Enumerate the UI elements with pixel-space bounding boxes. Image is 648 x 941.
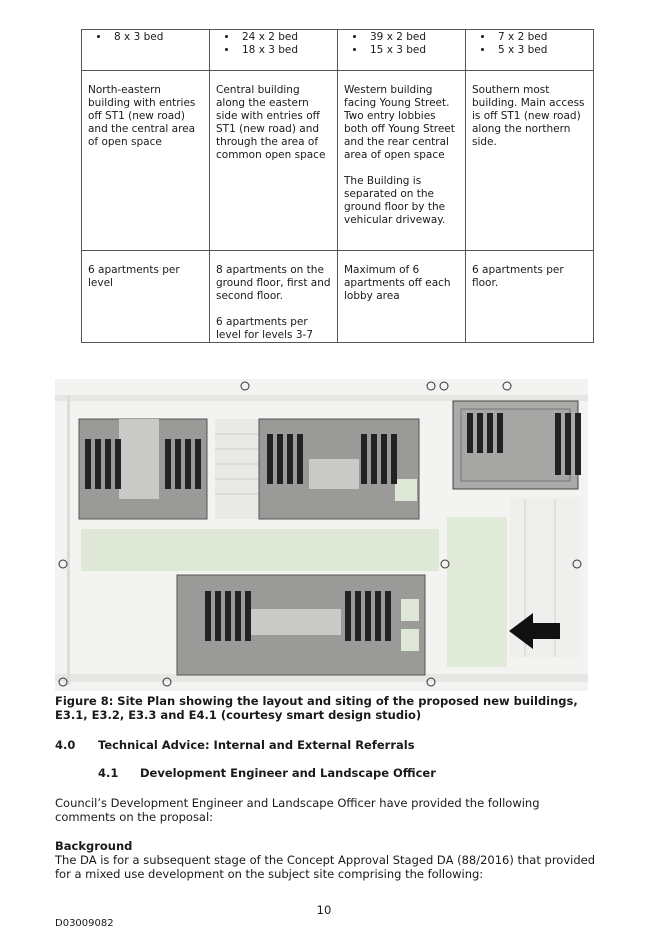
list-item: • 15 x 3 bed (366, 44, 459, 57)
cell-text: The Building is separated on the ground floor by the vehicular driveway. (344, 175, 446, 226)
subsection-number: 4.1 (98, 766, 119, 780)
solar-panel (165, 439, 171, 489)
solar-panel (375, 591, 381, 641)
solar-panel (245, 591, 251, 641)
subsection-heading (98, 766, 436, 780)
table-cell (210, 251, 338, 343)
section-title: Technical Advice: Internal and External Referrals (98, 738, 415, 752)
solar-panel (467, 413, 473, 453)
table-cell: Maximum of 6 apartments off each lobby area (338, 251, 466, 343)
solar-panel (391, 434, 397, 484)
solar-panel (205, 591, 211, 641)
roof-garden (401, 599, 419, 621)
northern-road (55, 395, 588, 401)
list-item: • 39 x 2 bed (366, 31, 459, 44)
solar-panel (95, 439, 101, 489)
solar-panel (361, 434, 367, 484)
solar-panel (565, 413, 571, 475)
background-heading: Background (55, 839, 133, 853)
solar-panel (105, 439, 111, 489)
eastern-landscape (447, 517, 507, 667)
bullet-list (344, 31, 459, 57)
cell-text: Western building facing Young Street. Two entry lobbies both off Young Street and the rear central area of open space (344, 84, 455, 161)
building-roof (309, 459, 359, 489)
site-plan-drawing (55, 379, 588, 691)
site-plan-figure (55, 379, 588, 691)
solar-panel (115, 439, 121, 489)
table-row (82, 251, 594, 343)
building-roof (119, 419, 159, 499)
section-number: 4.0 (55, 738, 76, 752)
list-item: • 7 x 2 bed (494, 31, 587, 44)
table-cell: 6 apartments per floor. (466, 251, 594, 343)
solar-panel (195, 439, 201, 489)
table-cell (466, 30, 594, 71)
solar-panel (575, 413, 581, 475)
bullet-list (88, 31, 203, 44)
table-cell (210, 30, 338, 71)
paragraph: The DA is for a subsequent stage of the Concept Approval Staged DA (88/2016) that provided for a mixed use development on the subject site comprising the following: (55, 853, 596, 881)
solar-panel (345, 591, 351, 641)
table-cell: North-eastern building with entries off ST1 (new road) and the central area of open space (82, 71, 210, 251)
roof-garden (395, 479, 417, 501)
central-open-space (81, 529, 439, 571)
solar-panel (287, 434, 293, 484)
cell-text: 8 apartments on the ground floor, first and second floor. (216, 264, 331, 302)
list-item: • 24 x 2 bed (238, 31, 331, 44)
solar-panel (277, 434, 283, 484)
list-item: • 8 x 3 bed (110, 31, 203, 44)
solar-panel (381, 434, 387, 484)
solar-panel (371, 434, 377, 484)
solar-panel (85, 439, 91, 489)
subsection-title: Development Engineer and Landscape Officer (140, 766, 436, 780)
document-id: D03009082 (55, 918, 114, 929)
bullet-list (216, 31, 331, 57)
solar-panel (267, 434, 273, 484)
apartment-mix-table (81, 29, 594, 343)
table-cell: Central building along the eastern side with entries off ST1 (new road) and through the area of common open space (210, 71, 338, 251)
solar-panel (175, 439, 181, 489)
bullet-list (472, 31, 587, 57)
solar-panel (235, 591, 241, 641)
solar-panel (225, 591, 231, 641)
roof-garden (401, 629, 419, 651)
list-item: • 5 x 3 bed (494, 44, 587, 57)
table-cell: 6 apartments per level (82, 251, 210, 343)
section-heading (55, 738, 415, 752)
page-number: 10 (316, 903, 332, 917)
solar-panel (497, 413, 503, 453)
table-row (82, 30, 594, 71)
figure-caption: Figure 8: Site Plan showing the layout and siting of the proposed new buildings, E3.1, E3.2, E3.3 and E4.1 (courtesy smart design studio) (55, 694, 578, 722)
solar-panel (215, 591, 221, 641)
solar-panel (477, 413, 483, 453)
table-cell (338, 30, 466, 71)
western-boundary (67, 395, 70, 685)
table-cell (82, 30, 210, 71)
list-item: • 18 x 3 bed (238, 44, 331, 57)
cell-text: 6 apartments per level for levels 3-7 (216, 316, 314, 341)
solar-panel (555, 413, 561, 475)
table-cell: Southern most building. Main access is off ST1 (new road) along the northern side. (466, 71, 594, 251)
solar-panel (365, 591, 371, 641)
building-roof (251, 609, 341, 635)
paragraph: Council’s Development Engineer and Landscape Officer have provided the following comments on the proposal: (55, 796, 540, 824)
solar-panel (185, 439, 191, 489)
solar-panel (385, 591, 391, 641)
solar-panel (355, 591, 361, 641)
table-row (82, 71, 594, 251)
solar-panel (297, 434, 303, 484)
table-cell (338, 71, 466, 251)
solar-panel (487, 413, 493, 453)
